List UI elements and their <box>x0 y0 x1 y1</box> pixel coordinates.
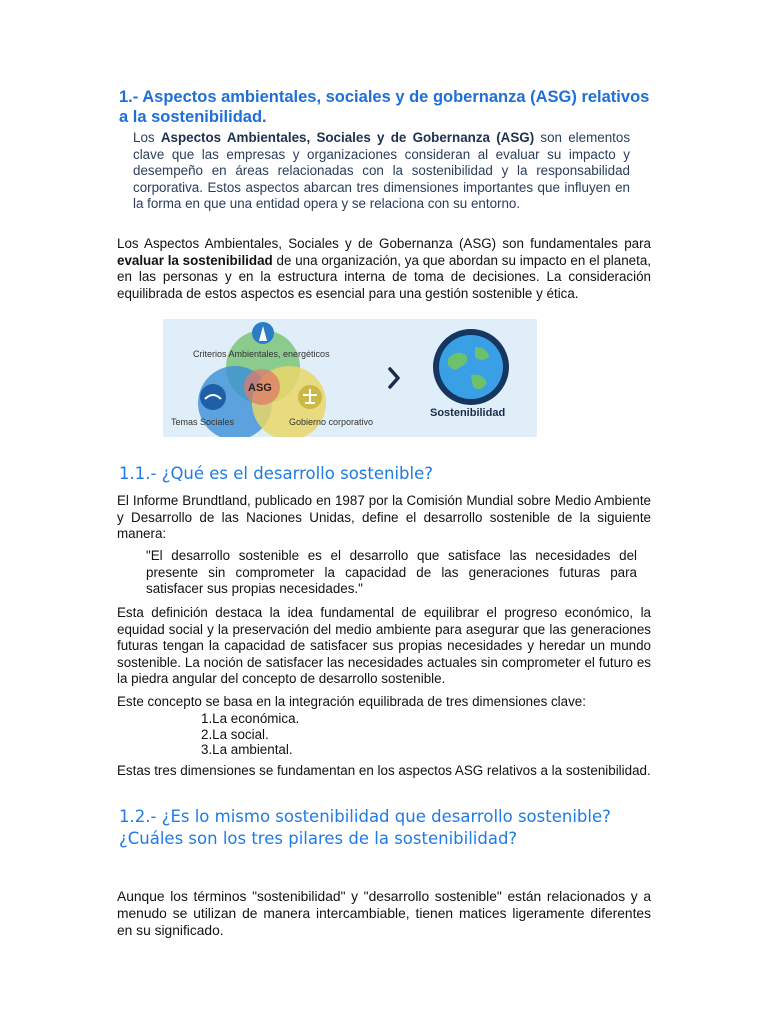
governance-label: Gobierno corporativo <box>289 417 374 427</box>
definition-explanation: Esta definición destaca la idea fundamental de equilibrar el progreso económico, la equidad social y la preservación del medio ambiente para asegurar que las generaciones futuras tengan la capacidad de satisfacer sus propias necesidades y heredar un mundo sostenible. La noción de satisfacer las necesidades actuales sin comprometer el futuro es la piedra angular del concepto de desarrollo sostenible. <box>117 605 651 686</box>
tower-icon <box>252 322 274 344</box>
intro-bold-term: Aspectos Ambientales, Sociales y de Gobernanza (ASG) <box>160 130 535 145</box>
list-item: 1.La económica. <box>201 711 300 726</box>
asg-center-label: ASG <box>248 382 272 394</box>
section-1-paragraph <box>117 236 651 302</box>
section-1-heading: 1.- Aspectos ambientales, sociales y de gobernanza (ASG) relativos a la sostenibilidad. <box>119 88 650 126</box>
dimensions-list <box>201 711 299 758</box>
section-1-intro <box>133 130 630 213</box>
para-bold-term: evaluar la sostenibilidad <box>117 252 273 268</box>
dimensions-intro: Este concepto se basa en la integración equilibrada de tres dimensiones clave: <box>117 694 586 709</box>
dimensions-closing: Estas tres dimensiones se fundamentan en los aspectos ASG relativos a la sostenibilidad. <box>117 763 651 778</box>
asg-diagram <box>163 319 537 437</box>
section-1-1-intro: El Informe Brundtland, publicado en 1987 por la Comisión Mundial sobre Medio Ambiente y Desarrollo de las Naciones Unidas, define el desarrollo sostenible de la siguiente manera: <box>117 493 651 541</box>
intro-prefix: Los <box>133 130 161 145</box>
section-1-2-paragraph: Aunque los términos "sostenibilidad" y "desarrollo sostenible" están relacionados y a menudo se utilizan de manera intercambiable, tienen matices ligeramente diferentes en su significado. <box>117 889 651 938</box>
brundtland-quote: "El desarrollo sostenible es el desarrollo que satisface las necesidades del presente sin comprometer la capacidad de las generaciones futuras para satisfacer sus propias necesidades." <box>146 548 637 596</box>
para-rest: de una organización, ya que abordan su impacto en el planeta, en las personas y en la estructura interna de toma de decisiones. La consideración equilibrada de estos aspectos es esencial para una gestión sostenible y ética. <box>117 252 651 301</box>
social-label: Temas Sociales <box>171 417 235 427</box>
para-prefix: Los Aspectos Ambientales, Sociales y de Gobernanza (ASG) son fundamentales para <box>117 236 651 251</box>
environment-label: Criterios Ambientales, energéticos <box>193 349 330 359</box>
intro-rest: son elementos clave que las empresas y organizaciones consideran al evaluar su impacto y desempeño en áreas relacionadas con la sostenibilidad y la responsabilidad corporativa. Estos aspectos abarcan tres dimensiones importantes que influyen en la forma en que una entidad opera y se relaciona con su entorno. <box>133 130 631 211</box>
scales-icon <box>298 385 322 409</box>
section-1-2-heading: 1.2.- ¿Es lo mismo sostenibilidad que desarrollo sostenible? ¿Cuáles son los tres pilares de la sostenibilidad? <box>119 807 611 848</box>
globe-icon <box>433 329 509 405</box>
handshake-icon <box>200 384 226 410</box>
sustainability-label: Sostenibilidad <box>430 407 506 419</box>
section-1-1-heading: 1.1.- ¿Qué es el desarrollo sostenible? <box>119 464 434 483</box>
list-item: 2.La social. <box>201 726 269 742</box>
list-item: 3.La ambiental. <box>201 742 293 757</box>
